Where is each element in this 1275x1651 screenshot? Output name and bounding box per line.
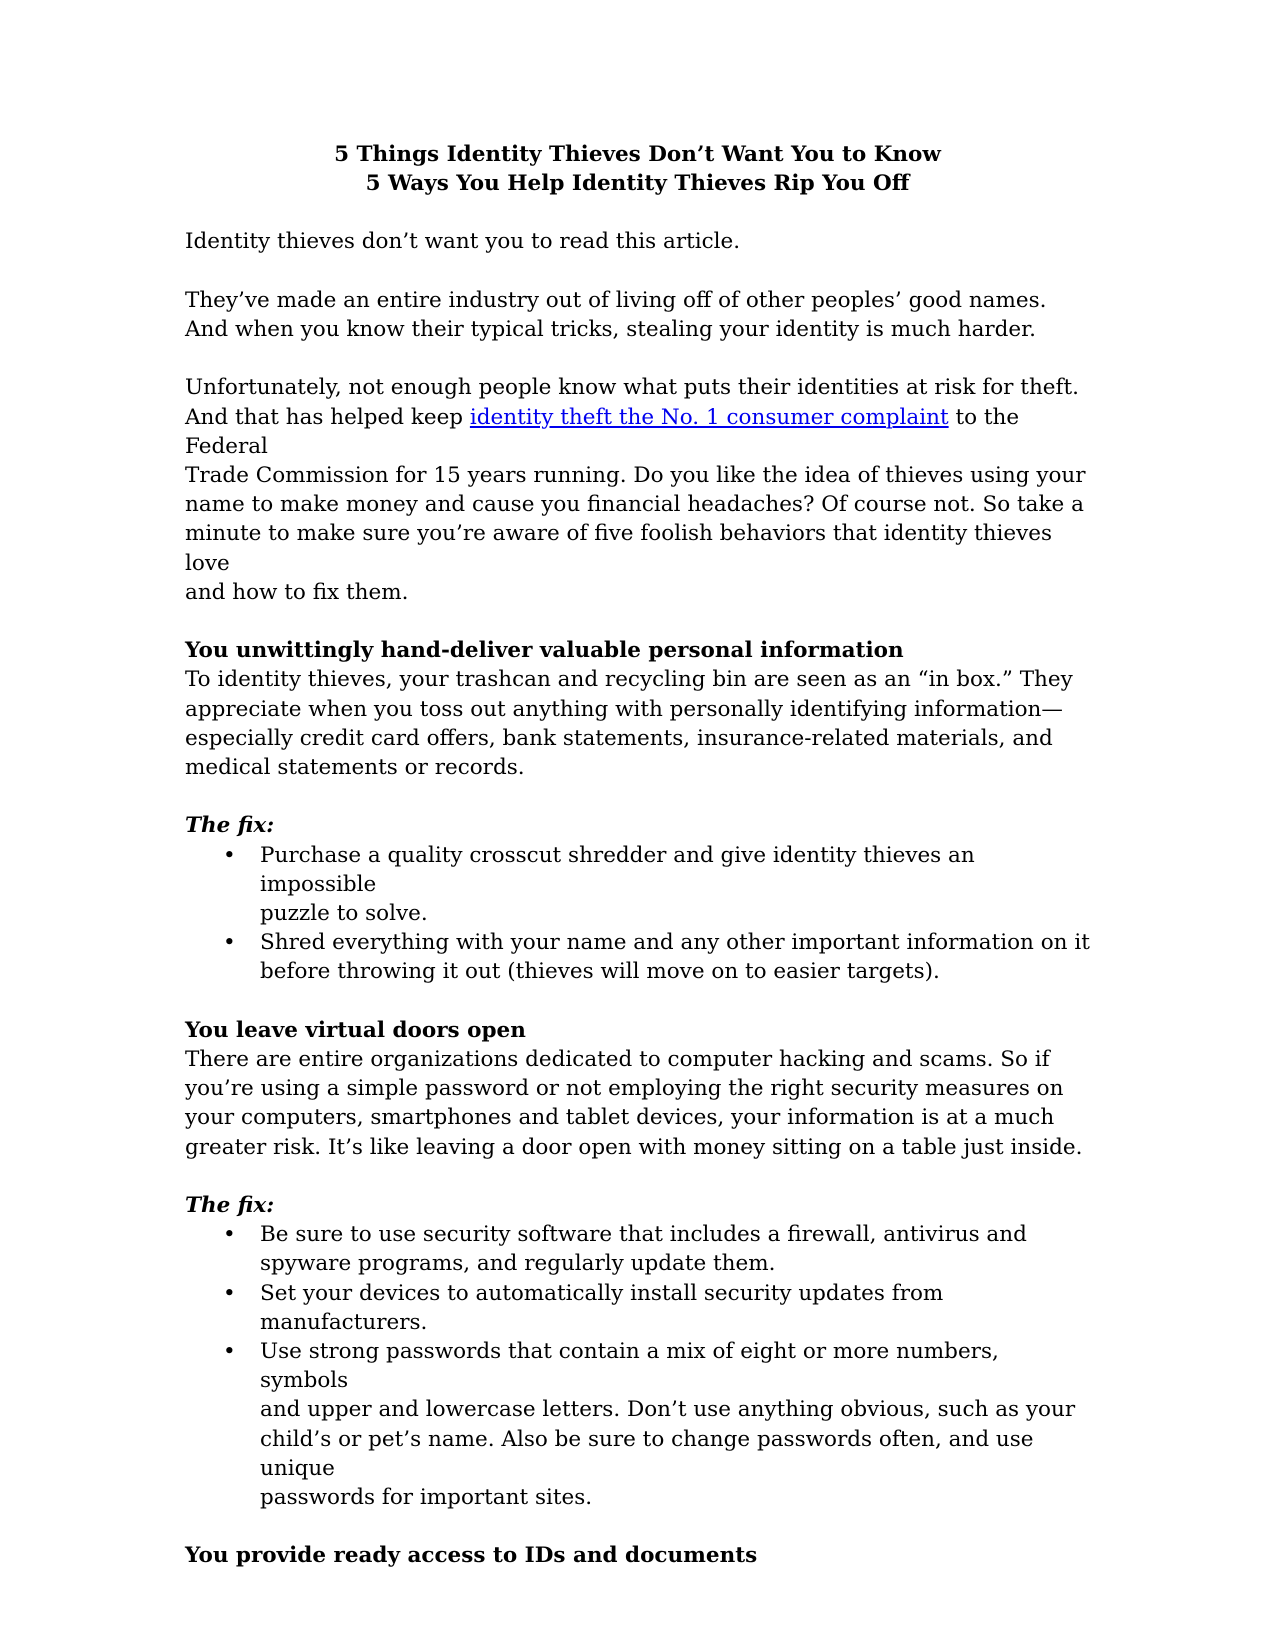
list-item-line: Purchase a quality crosscut shredder and give identity thieves an impossible: [260, 842, 975, 897]
section-2-body-line: greater risk. It’s like leaving a door open with money sitting on a table just inside.: [185, 1134, 1083, 1160]
intro-paragraph-3-line-2: [185, 403, 1090, 461]
document-title: [185, 140, 1090, 198]
list-item-line: puzzle to solve.: [260, 901, 428, 927]
section-1-body-line: medical statements or records.: [185, 755, 525, 781]
list-item-line: and upper and lowercase letters. Don’t use anything obvious, such as your: [260, 1397, 1076, 1423]
list-item: [223, 1337, 1090, 1512]
bullet-icon: •: [223, 1280, 236, 1306]
title-line-1: 5 Things Identity Thieves Don’t Want You to Know: [334, 142, 941, 167]
list-item: [223, 1279, 1090, 1337]
list-item-line: Shred everything with your name and any other important information on it: [260, 930, 1090, 956]
list-item-line: spyware programs, and regularly update them.: [260, 1251, 776, 1277]
intro-paragraph-2: [185, 286, 1090, 344]
intro-paragraph-1: Identity thieves don’t want you to read this article.: [185, 229, 741, 255]
list-item: [223, 928, 1090, 986]
list-item-line: child’s or pet’s name. Also be sure to change passwords often, and use unique: [260, 1426, 1034, 1481]
section-2-heading: You leave virtual doors open: [185, 1017, 526, 1043]
section-1-fix-label: The fix:: [185, 813, 275, 839]
section-3-heading: You provide ready access to IDs and documents: [185, 1543, 758, 1569]
section-1-body-line: appreciate when you toss out anything with personally identifying information—: [185, 696, 1063, 722]
intro-paragraph-3-line-5: minute to make sure you’re aware of five foolish behaviors that identity thieves love: [185, 521, 1053, 576]
section-1: [185, 636, 1090, 782]
section-1-fix-list: [185, 841, 1090, 987]
section-2-body-line: your computers, smartphones and tablet devices, your information is at a much: [185, 1105, 1055, 1131]
intro-paragraph-2-line-1: They’ve made an entire industry out of living off of other peoples’ good names.: [185, 287, 1047, 313]
intro-paragraph-2-line-2: And when you know their typical tricks, stealing your identity is much harder.: [185, 317, 1036, 342]
list-item: [223, 841, 1090, 929]
list-item-line: Be sure to use security software that includes a firewall, antivirus and: [260, 1222, 1027, 1248]
section-2-body-line: There are entire organizations dedicated to computer hacking and scams. So if: [185, 1047, 1050, 1073]
section-1-body-line: especially credit card offers, bank statements, insurance-related materials, and: [185, 725, 1053, 751]
intro-paragraph-3-line-1: Unfortunately, not enough people know what puts their identities at risk for theft.: [185, 375, 1079, 401]
intro-paragraph-3: [185, 373, 1090, 607]
list-item-line: Set your devices to automatically install security updates from: [260, 1280, 944, 1306]
bullet-icon: •: [223, 930, 236, 956]
intro-paragraph-3-line-3: Trade Commission for 15 years running. Do you like the idea of thieves using your: [185, 463, 1086, 488]
link-lead-text: And that has helped keep: [185, 404, 470, 430]
list-item-line: Use strong passwords that contain a mix of eight or more numbers, symbols: [260, 1339, 999, 1394]
title-line-2: 5 Ways You Help Identity Thieves Rip You Off: [365, 171, 910, 197]
section-1-body-line: To identity thieves, your trashcan and recycling bin are seen as an “in box.” They: [185, 667, 1073, 693]
intro-paragraph-3-line-4: name to make money and cause you financial headaches? Of course not. So take a: [185, 492, 1084, 518]
list-item-line: manufacturers.: [260, 1309, 428, 1335]
section-1-heading: You unwittingly hand-deliver valuable personal information: [185, 638, 904, 664]
list-item-line: passwords for important sites.: [260, 1485, 593, 1511]
list-item-line: before throwing it out (thieves will move on to easier targets).: [260, 959, 940, 985]
section-2-fix-label: The fix:: [185, 1193, 275, 1219]
list-item: [223, 1220, 1090, 1278]
document-page: [185, 140, 1090, 1571]
section-2: [185, 1016, 1090, 1162]
bullet-icon: •: [223, 1339, 236, 1365]
consumer-complaint-link[interactable]: identity theft the No. 1 consumer complaint: [469, 404, 949, 430]
bullet-icon: •: [223, 1222, 236, 1248]
bullet-icon: •: [223, 842, 236, 868]
link-trail-text: to the Federal: [185, 404, 1020, 459]
section-2-body-line: you’re using a simple password or not employing the right security measures on: [185, 1076, 1064, 1102]
intro-paragraph-3-line-6: and how to fix them.: [185, 579, 409, 605]
section-2-fix-list: [185, 1220, 1090, 1512]
